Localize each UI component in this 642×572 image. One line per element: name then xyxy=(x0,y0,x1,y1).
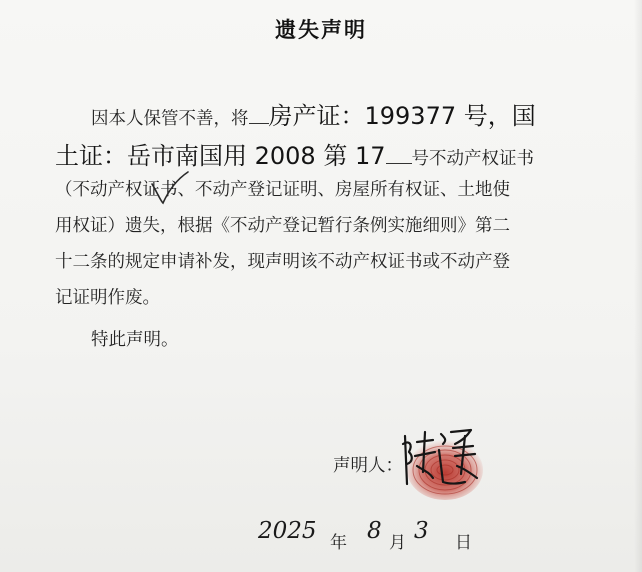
body-line-2-suffix: 号不动产权证书 xyxy=(411,149,535,169)
fill-blank xyxy=(386,163,412,164)
fill-blank xyxy=(249,123,269,124)
date-day-label: 日 xyxy=(455,533,472,553)
paper-edge-shadow xyxy=(634,0,642,572)
document-title: 遗失声明 xyxy=(275,18,367,42)
body-line-4: 用权证）遗失，根据《不动产登记暂行条例实施细则》第二 xyxy=(55,216,510,236)
body-line-6: 记证明作废。 xyxy=(55,288,160,308)
body-line-7: 特此声明。 xyxy=(91,330,179,350)
declarant-label: 声明人： xyxy=(333,456,403,476)
date-day: 3 xyxy=(414,518,429,544)
handwritten-land-cert: 土证：岳市南国用 2008 第 17 xyxy=(55,142,386,170)
body-line-5: 十二条的规定申请补发，现声明该不动产权证书或不动产登 xyxy=(55,252,510,272)
date-month-label: 月 xyxy=(389,533,406,553)
handwritten-property-cert: 房产证：199377 号，国 xyxy=(268,102,536,130)
body-line-1-prefix: 因本人保管不善，将 xyxy=(91,109,249,129)
body-line-2 xyxy=(55,136,534,171)
date-year: 2025 xyxy=(258,518,317,544)
body-line-1 xyxy=(91,96,536,131)
body-line-3: （不动产权证书、不动产登记证明、房屋所有权证、土地使 xyxy=(55,180,510,200)
fingerprint-signature xyxy=(393,422,491,508)
check-mark-icon xyxy=(150,170,190,206)
date-year-label: 年 xyxy=(330,533,347,553)
date-month: 8 xyxy=(367,518,382,544)
